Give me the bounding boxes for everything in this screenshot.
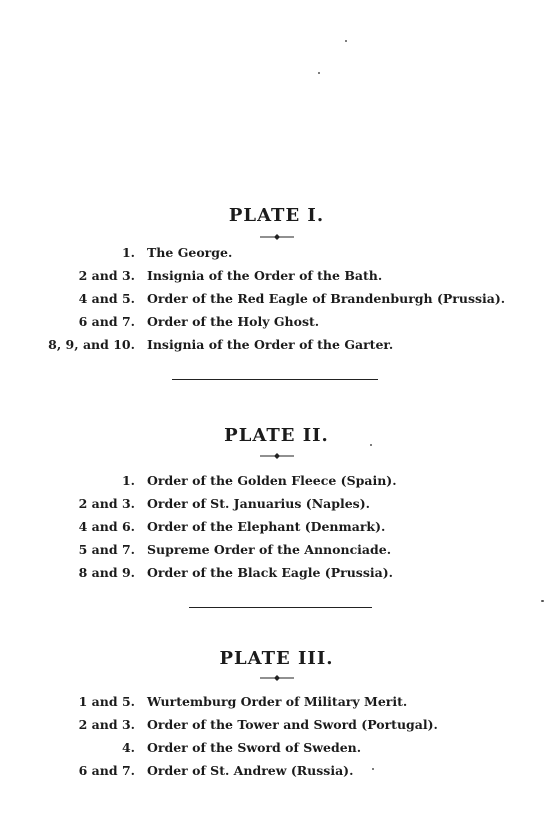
plate-entries <box>0 694 553 786</box>
list-item <box>0 496 553 519</box>
entry-number: 6 and 7. <box>78 314 135 329</box>
entry-description: The George. <box>147 245 233 260</box>
section-divider <box>189 607 372 608</box>
list-item <box>0 565 553 588</box>
entry-description: Wurtemburg Order of Military Merit. <box>147 694 408 709</box>
entry-number: 1 and 5. <box>78 694 135 709</box>
list-item <box>0 763 553 786</box>
entry-description: Order of the Golden Fleece (Spain). <box>147 473 397 488</box>
entry-number: 2 and 3. <box>78 268 135 283</box>
entry-description: Order of the Sword of Sweden. <box>147 740 362 755</box>
list-item <box>0 694 553 717</box>
ornament-divider-icon <box>0 452 553 462</box>
entry-description: Supreme Order of the Annonciade. <box>147 542 392 557</box>
list-item <box>0 542 553 565</box>
entry-number: 2 and 3. <box>78 496 135 511</box>
plate-title: PLATE III. <box>219 648 334 669</box>
entry-number: 4 and 6. <box>78 519 135 534</box>
entry-number: 5 and 7. <box>78 542 135 557</box>
list-item <box>0 245 553 268</box>
paper-speck <box>541 600 544 602</box>
plate-entries <box>0 245 553 360</box>
plate-title: PLATE I. <box>228 205 325 226</box>
entry-number: 4. <box>121 740 135 755</box>
list-item <box>0 473 553 496</box>
list-item <box>0 268 553 291</box>
entry-number: 4 and 5. <box>78 291 135 306</box>
list-item <box>0 740 553 763</box>
entry-number: 1. <box>121 245 135 260</box>
entry-description: Order of the Elephant (Denmark). <box>147 519 386 534</box>
list-item <box>0 314 553 337</box>
plate-entries <box>0 473 553 588</box>
entry-number: 6 and 7. <box>78 763 135 778</box>
entry-description: Order of the Red Eagle of Brandenburgh (Prussia). <box>147 291 506 306</box>
list-item <box>0 717 553 740</box>
entry-description: Insignia of the Order of the Garter. <box>147 337 394 352</box>
entry-description: Order of the Holy Ghost. <box>147 314 320 329</box>
entry-number: 1. <box>121 473 135 488</box>
entry-description: Order of the Tower and Sword (Portugal). <box>147 717 438 732</box>
entry-number: 8, 9, and 10. <box>48 337 135 352</box>
entry-description: Order of St. Andrew (Russia). <box>147 763 354 778</box>
ornament-divider-icon <box>0 674 553 684</box>
entry-number: 2 and 3. <box>78 717 135 732</box>
list-item <box>0 519 553 542</box>
paper-speck <box>318 72 320 74</box>
plate-title: PLATE II. <box>224 425 329 446</box>
entry-description: Order of the Black Eagle (Prussia). <box>147 565 393 580</box>
ornament-divider-icon <box>0 233 553 243</box>
entry-description: Order of St. Januarius (Naples). <box>147 496 370 511</box>
list-item <box>0 337 553 360</box>
section-divider <box>172 379 378 380</box>
paper-speck <box>345 40 347 42</box>
entry-number: 8 and 9. <box>78 565 135 580</box>
entry-description: Insignia of the Order of the Bath. <box>147 268 383 283</box>
list-item <box>0 291 553 314</box>
